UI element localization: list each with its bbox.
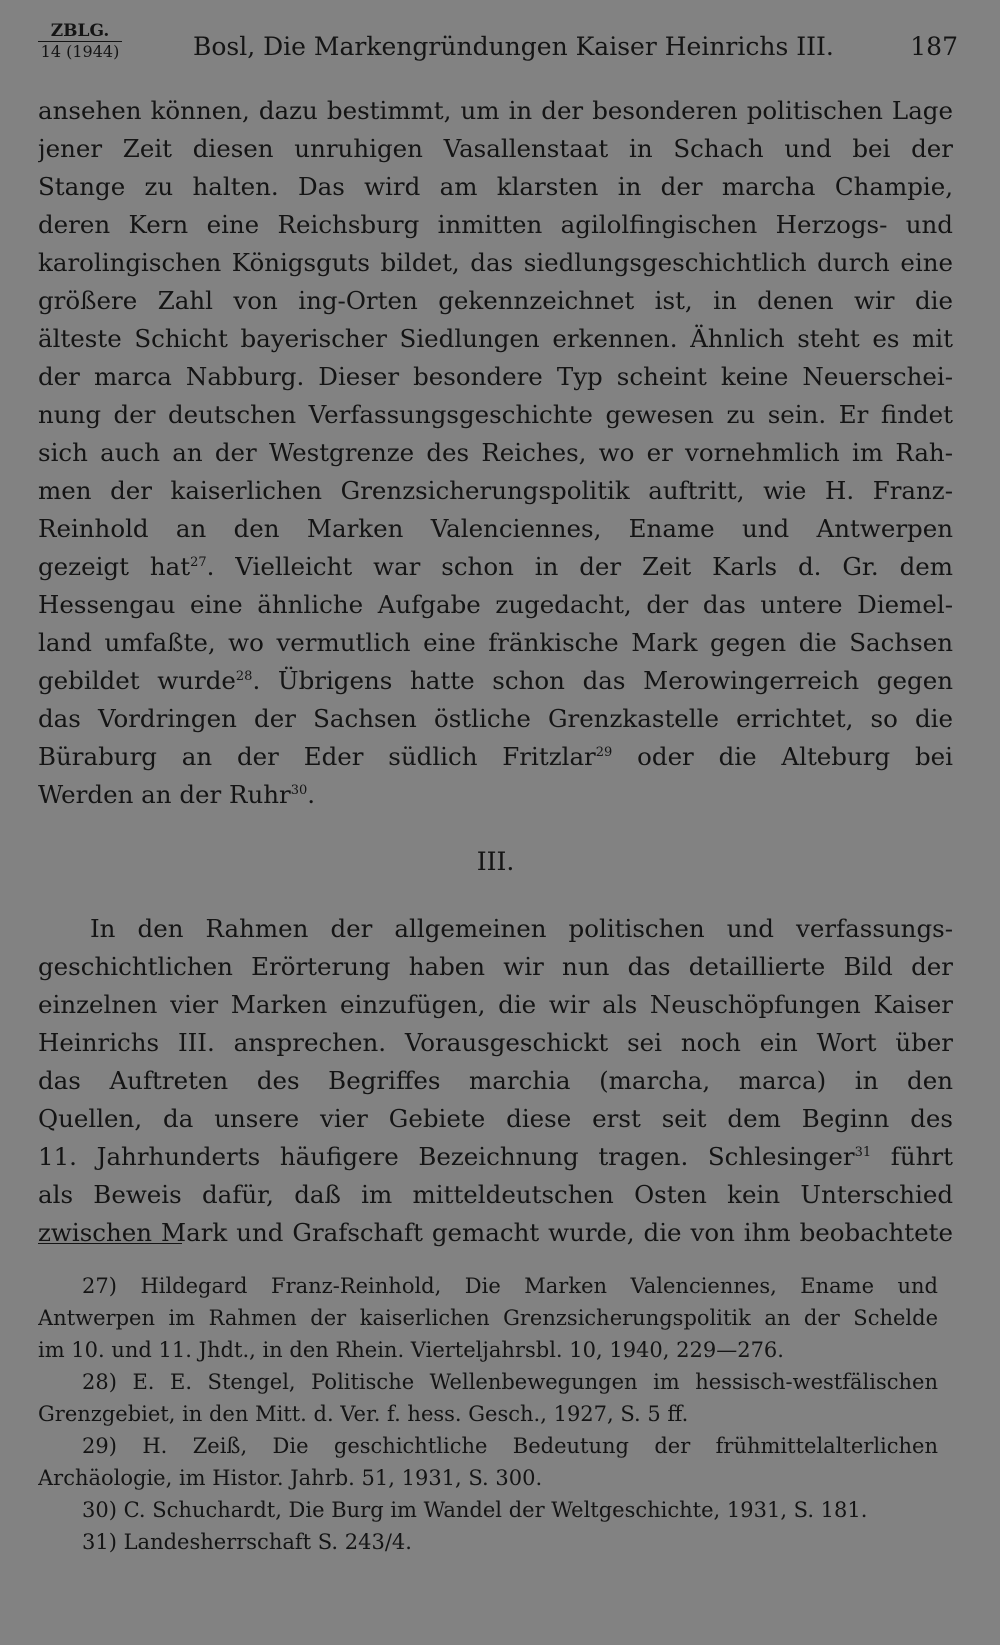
text-line: Heinrichs III. ansprechen. Vorausgeschickt sei noch ein Wort über — [38, 1028, 953, 1057]
footnote-text: H. Zeiß, Die geschichtliche Bedeutung der frühmittelalterlichen — [142, 1434, 938, 1458]
text-line: jener Zeit diesen unruhigen Vasallenstaat in Schach und bei der — [38, 134, 953, 163]
footnote-27 — [38, 1270, 938, 1302]
text-span: . Vielleicht war schon in der Zeit Karls d. Gr. dem — [206, 552, 953, 581]
footnote-number: 31) — [82, 1530, 117, 1554]
footnote-28 — [38, 1366, 938, 1398]
text-line: karolingischen Königsguts bildet, das siedlungsgeschichtlich durch eine — [38, 248, 953, 277]
text-line: Hessengau eine ähnliche Aufgabe zugedacht, der das untere Diemel- — [38, 590, 953, 619]
text-line — [38, 776, 953, 814]
text-span: 11. Jahrhunderts häufigere Bezeichnung tragen. — [38, 1142, 689, 1171]
footnote-text: Landesherrschaft S. 243/4. — [123, 1530, 412, 1554]
footnote-29 — [38, 1430, 938, 1462]
footnote-reference[interactable]: 27 — [190, 555, 207, 570]
footnote-text: C. Schuchardt, Die Burg im Wandel der Weltgeschichte, 1931, S. 181. — [123, 1498, 868, 1522]
text-line: als Beweis dafür, daß im mitteldeutschen Osten kein Unterschied — [38, 1180, 953, 1209]
main-text — [38, 92, 953, 1252]
text-line: zwischen Mark und Grafschaft gemacht wurde, die von ihm beobachtete — [38, 1218, 953, 1247]
text-span: gezeigt hat — [38, 552, 191, 581]
text-span: führt — [871, 1142, 953, 1171]
text-line: größere Zahl von ing-Orten gekennzeichnet ist, in denen wir die — [38, 286, 953, 315]
text-line: das Vordringen der Sachsen östliche Grenzkastelle errichtet, so die — [38, 704, 953, 733]
running-head — [38, 20, 958, 70]
text-line: das Auftreten des Begriffes marchia (marcha, marca) in den — [38, 1066, 953, 1095]
text-line: Reinhold an den Marken Valenciennes, Ename und Antwerpen — [38, 514, 953, 543]
page-number: 187 — [910, 32, 958, 61]
text-line: land umfaßte, wo vermutlich eine fränkische Mark gegen die Sachsen — [38, 628, 953, 657]
text-line: Stange zu halten. Das wird am klarsten in der marcha Champie, — [38, 172, 953, 201]
text-line: deren Kern eine Reichsburg inmitten agilolfingischen Herzogs- und — [38, 210, 953, 239]
text-line — [38, 548, 953, 586]
text-span: Werden an der Ruhr — [38, 780, 291, 809]
text-line: einzelnen vier Marken einzufügen, die wir als Neuschöpfungen Kaiser — [38, 990, 953, 1019]
footnote-31 — [38, 1526, 938, 1558]
text-line: In den Rahmen der allgemeinen politischen und verfassungs- — [90, 914, 953, 943]
footnote-reference[interactable]: 30 — [290, 783, 308, 798]
text-line: nung der deutschen Verfassungsgeschichte gewesen zu sein. Er findet — [38, 400, 953, 429]
section-heading: III. — [476, 847, 515, 876]
footnote-text: E. E. Stengel, Politische Wellenbewegungen im hessisch-westfälischen — [132, 1370, 938, 1394]
text-line: der marca Nabburg. Dieser besondere Typ scheint keine Neuerschei- — [38, 362, 953, 391]
text-line — [38, 1138, 953, 1176]
footnote-line: Archäologie, im Histor. Jahrb. 51, 1931, S. 300. — [38, 1466, 543, 1490]
text-line: men der kaiserlichen Grenzsicherungspolitik auftritt, wie H. Franz- — [38, 476, 953, 505]
footnote-number: 29) — [82, 1434, 117, 1458]
text-line — [38, 738, 953, 776]
footnote-divider — [38, 1243, 182, 1244]
text-span: oder die Alteburg bei — [612, 742, 953, 771]
running-title: Bosl, Die Markengründungen Kaiser Heinrichs III. — [193, 32, 834, 61]
footnote-number: 27) — [82, 1274, 117, 1298]
text-span: . — [307, 780, 316, 809]
footnote-number: 30) — [82, 1498, 117, 1522]
footnote-reference[interactable]: 31 — [854, 1145, 872, 1160]
footnote-line: Grenzgebiet, in den Mitt. d. Ver. f. hess. Gesch., 1927, S. 5 ff. — [38, 1402, 689, 1426]
footnote-line: im 10. und 11. Jhdt., in den Rhein. Vierteljahrsbl. 10, 1940, 229—276. — [38, 1338, 784, 1362]
footnote-line: Antwerpen im Rahmen der kaiserlichen Grenzsicherungspolitik an der Schelde — [38, 1306, 938, 1330]
footnote-text: Hildegard Franz-Reinhold, Die Marken Valenciennes, Ename und — [140, 1274, 938, 1298]
journal-citation — [38, 22, 122, 61]
footnotes — [38, 1270, 938, 1558]
journal-volume: 14 (1944) — [38, 41, 122, 61]
text-line: sich auch an der Westgrenze des Reiches, wo er vornehmlich im Rah- — [38, 438, 953, 467]
footnote-reference[interactable]: 28 — [235, 669, 253, 684]
footnote-number: 28) — [82, 1370, 117, 1394]
text-line: ansehen können, dazu bestimmt, um in der besonderen politischen Lage — [38, 96, 953, 125]
journal-abbreviation: ZBLG. — [50, 21, 110, 41]
text-line: älteste Schicht bayerischer Siedlungen erkennen. Ähnlich steht es mit — [38, 324, 953, 353]
text-line — [38, 662, 953, 700]
text-span: . Übrigens hatte schon das Merowingerreich gegen — [252, 666, 953, 695]
text-span: Büraburg an der Eder südlich Fritzlar — [38, 742, 596, 771]
text-line: geschichtlichen Erörterung haben wir nun das detaillierte Bild der — [38, 952, 953, 981]
text-line: Quellen, da unsere vier Gebiete diese erst seit dem Beginn des — [38, 1104, 953, 1133]
footnote-reference[interactable]: 29 — [595, 745, 613, 760]
text-span: Schlesinger — [688, 1142, 855, 1171]
text-span: gebildet wurde — [38, 666, 236, 695]
footnote-30 — [38, 1494, 938, 1526]
